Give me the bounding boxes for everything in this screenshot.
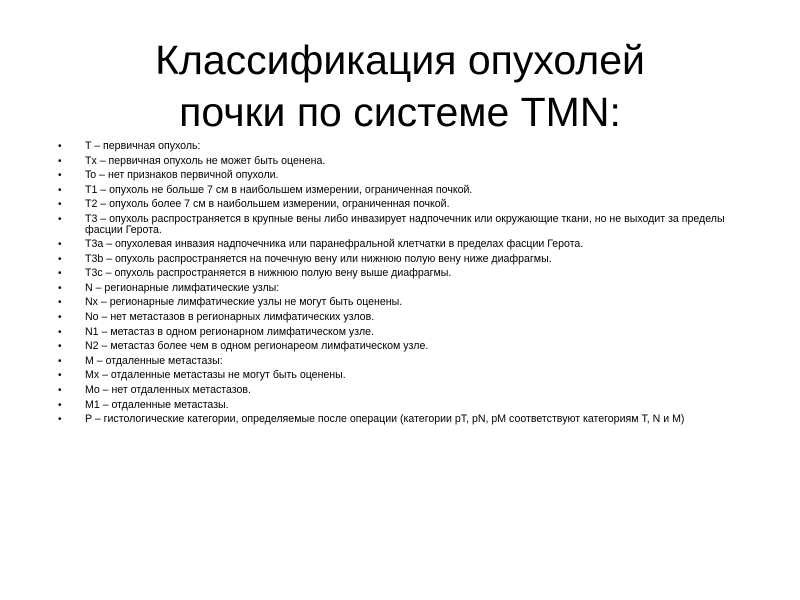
slide-title (40, 34, 760, 138)
bullet-icon: • (58, 326, 62, 338)
bullet-icon: • (58, 355, 62, 367)
list-item-text: N – регионарные лимфатические узлы: (85, 281, 280, 294)
bullet-icon: • (58, 282, 62, 294)
list-item-text: M1 – отдаленные метастазы. (85, 398, 229, 411)
list-item (58, 400, 748, 411)
list-item-text: Tx – первичная опухоль не может быть оценена. (85, 154, 326, 167)
list-item-text: N1 – метастаз в одном регионарном лимфатическом узле. (85, 325, 374, 338)
bullet-icon: • (58, 155, 62, 167)
list-item-text: Mo – нет отдаленных метастазов. (85, 383, 251, 396)
bullet-icon: • (58, 253, 62, 265)
list-item-text: Nx – регионарные лимфатические узлы не могут быть оценены. (85, 296, 403, 309)
list-item (58, 141, 748, 152)
list-item (58, 170, 748, 181)
bullet-icon: • (58, 414, 62, 426)
list-item (58, 370, 748, 381)
list-item-text: T3a – опухолевая инвазия надпочечника или паранефральной клетчатки в пределах фасции Герота. (85, 237, 584, 250)
bullet-icon: • (58, 184, 62, 196)
bullet-icon: • (58, 384, 62, 396)
list-item (58, 283, 748, 294)
list-item (58, 185, 748, 196)
list-item (58, 385, 748, 396)
list-item (58, 297, 748, 308)
list-item-text: T3 – опухоль распространяется в крупные вены либо инвазирует надпочечник или окружающие ткани, но не выходит за пределы фасции Герота. (85, 212, 725, 237)
slide-title-line-2: почки по системе TMN: (179, 89, 621, 135)
bullet-icon: • (58, 170, 62, 182)
list-item (58, 414, 748, 425)
bullet-icon: • (58, 141, 62, 152)
bullet-icon: • (58, 311, 62, 323)
list-item (58, 312, 748, 323)
list-item (58, 254, 748, 265)
list-item-text: To – нет признаков первичной опухоли. (85, 169, 279, 182)
list-item-text: N2 – метастаз более чем в одном регионареом лимфатическом узле. (85, 340, 429, 353)
bullet-icon: • (58, 213, 62, 225)
list-item (58, 268, 748, 279)
list-item-text: P – гистологические категории, определяемые после операции (категории pT, pN, pM соответствуют категориям T, N и M) (85, 413, 685, 426)
list-item (58, 199, 748, 210)
bullet-icon: • (58, 268, 62, 280)
list-item-text: T2 – опухоль более 7 см в наибольшем измерении, ограниченная почкой. (85, 198, 450, 211)
list-item (58, 214, 748, 236)
list-item (58, 356, 748, 367)
list-item-text: No – нет метастазов в регионарных лимфатических узлов. (85, 310, 375, 323)
list-item-text: Mx – отдаленные метастазы не могут быть оценены. (85, 369, 346, 382)
list-item-text: T1 – опухоль не больше 7 см в наибольшем измерении, ограниченная почкой. (85, 183, 473, 196)
list-item-text: T – первичная опухоль: (85, 140, 201, 152)
slide-title-line-1: Классификация опухолей (155, 37, 645, 83)
bullet-icon: • (58, 238, 62, 250)
list-item (58, 327, 748, 338)
bullet-list (58, 141, 748, 428)
list-item (58, 239, 748, 250)
bullet-icon: • (58, 199, 62, 211)
list-item-text: M – отдаленные метастазы: (85, 354, 223, 367)
list-item (58, 156, 748, 167)
list-item (58, 341, 748, 352)
list-item-text: T3c – опухоль распространяется в нижнюю полую вену выше диафрагмы. (85, 267, 452, 280)
bullet-icon: • (58, 341, 62, 353)
bullet-icon: • (58, 297, 62, 309)
bullet-icon: • (58, 370, 62, 382)
bullet-icon: • (58, 399, 62, 411)
list-item-text: T3b – опухоль распространяется на почечную вену или нижнюю полую вену ниже диафрагмы. (85, 252, 552, 265)
